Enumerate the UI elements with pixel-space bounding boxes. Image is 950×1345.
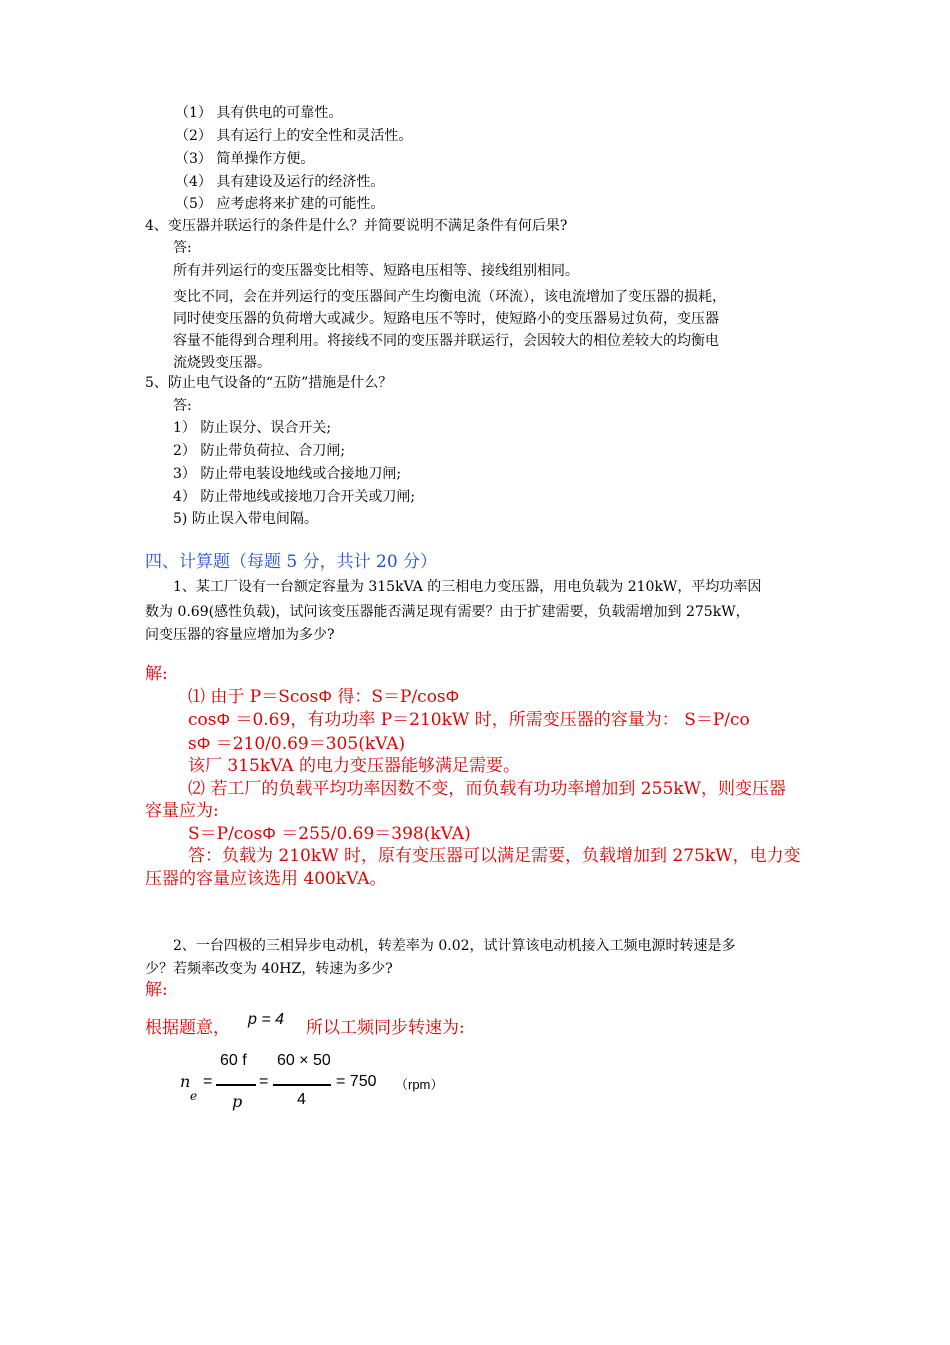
p1-question-line-1: 1、某工厂设有一台额定容量为 315kVA 的三相电力变压器，用电负载为 210kW，平均功率因 <box>173 579 762 595</box>
q5-item-5: 5) 防止误入带电间隔。 <box>173 511 318 527</box>
p1-solution-line-8: 答：负载为 210kW 时，原有变压器可以满足需要，负载增加到 275kW，电力变 <box>188 846 801 866</box>
q3-item-3: （3） 简单操作方便。 <box>175 151 315 167</box>
p1-s2-rest: ＝0.69，有功功率 P＝210kW 时，所需变压器的容量为： S＝P/co <box>230 710 750 730</box>
phi-symbol: Φ <box>262 824 276 843</box>
p2-given-equation: p = 4 <box>248 1011 285 1028</box>
q5-item-2: 2） 防止带负荷拉、合刀闸; <box>173 443 346 459</box>
p2-given-suffix: 所以工频同步转速为: <box>306 1018 465 1038</box>
p2-question-line-1: 2、一台四极的三相异步电动机，转差率为 0.02，试计算该电动机接入工频电源时转速是多 <box>173 938 736 954</box>
formula-lhs-subscript: e <box>190 1089 198 1103</box>
q5-item-1: 1） 防止误分、误合开关; <box>173 420 332 436</box>
p1-s3-text: s <box>188 734 197 754</box>
fraction-1-numerator: 60 f <box>220 1052 247 1069</box>
q4-question: 4、变压器并联运行的条件是什么？并简要说明不满足条件有何后果? <box>145 218 568 234</box>
p1-solution-line-9: 压器的容量应该选用 400kVA。 <box>145 869 387 889</box>
q3-item-5: （5） 应考虑将来扩建的可能性。 <box>175 196 385 212</box>
p1-solution-label: 解: <box>145 664 168 684</box>
p2-given-prefix: 根据题意， <box>145 1018 230 1038</box>
fraction-2-numerator: 60 × 50 <box>277 1052 331 1069</box>
q4-answer-line-3: 同时使变压器的负荷增大或减少。短路电压不等时，使短路小的变压器易过负荷，变压器 <box>173 311 719 327</box>
p1-s3-rest: ＝210/0.69＝305(kVA) <box>210 734 406 754</box>
fraction-2-denominator: 4 <box>297 1091 306 1108</box>
phi-symbol: Φ <box>445 687 460 706</box>
p1-s2-text: cos <box>188 710 217 730</box>
phi-symbol: Φ <box>196 734 211 753</box>
formula-lhs: n <box>180 1072 191 1091</box>
p1-solution-line-6: 容量应为: <box>145 801 219 821</box>
p1-solution-line-3 <box>188 735 405 753</box>
fraction-2-bar <box>273 1084 331 1086</box>
q4-answer-line-4: 容量不能得到合理利用。将接线不同的变压器并联运行，会因较大的相位差较大的均衡电 <box>173 333 719 349</box>
q5-question: 5、防止电气设备的“五防”措施是什么？ <box>145 375 393 391</box>
formula-equals-1: = <box>203 1073 213 1090</box>
p1-s7-text: S＝P/cos <box>188 824 263 844</box>
p2-solution-label: 解: <box>145 980 168 1000</box>
q4-answer-line-1: 所有并列运行的变压器变比相等、短路电压相等、接线组别相同。 <box>173 263 579 279</box>
section-heading: 四、计算题（每题 5 分，共计 20 分） <box>145 552 438 572</box>
p1-s1-mid: 得：S＝P/cos <box>331 687 446 707</box>
p1-solution-line-7 <box>188 825 471 843</box>
q5-answer-label: 答: <box>173 398 192 414</box>
q3-item-1: （1） 具有供电的可靠性。 <box>175 105 343 121</box>
fraction-1-bar <box>216 1084 256 1086</box>
p1-s1-text: ⑴ 由于 P＝Scos <box>188 687 319 707</box>
q5-item-4: 4） 防止带地线或接地刀合开关或刀闸; <box>173 489 416 505</box>
phi-symbol: Φ <box>216 710 231 729</box>
p1-question-line-3: 问变压器的容量应增加为多少? <box>145 627 335 643</box>
phi-symbol: Φ <box>318 687 332 706</box>
p1-solution-line-2 <box>188 711 750 729</box>
q4-answer-line-5: 流烧毁变压器。 <box>173 355 271 371</box>
q4-answer-label: 答: <box>173 240 192 256</box>
q5-item-3: 3） 防止带电装设地线或合接地刀闸; <box>173 466 402 482</box>
p1-question-line-2: 数为 0.69(感性负载)，试问该变压器能否满足现有需要？由于扩建需要，负载需增加到 275kW， <box>145 604 750 620</box>
p2-question-line-2: 少？若频率改变为 40HZ，转速为多少? <box>145 961 393 977</box>
formula-result: = 750 <box>336 1073 377 1090</box>
p1-solution-line-1 <box>188 688 459 706</box>
p1-s7-rest: ＝255/0.69＝398(kVA) <box>275 824 471 844</box>
formula-equals-2: = <box>259 1073 269 1090</box>
q4-answer-line-2: 变比不同，会在并列运行的变压器间产生均衡电流（环流），该电流增加了变压器的损耗， <box>173 289 726 305</box>
q3-item-2: （2） 具有运行上的安全性和灵活性。 <box>175 128 413 144</box>
q3-item-4: （4） 具有建设及运行的经济性。 <box>175 174 385 190</box>
p1-solution-line-4: 该厂 315kVA 的电力变压器能够满足需要。 <box>188 756 520 776</box>
fraction-1-denominator: p <box>232 1092 243 1111</box>
p1-solution-line-5: ⑵ 若工厂的负载平均功率因数不变，而负载有功功率增加到 255kW，则变压器 <box>188 779 787 799</box>
formula-unit: （rpm） <box>395 1077 444 1092</box>
